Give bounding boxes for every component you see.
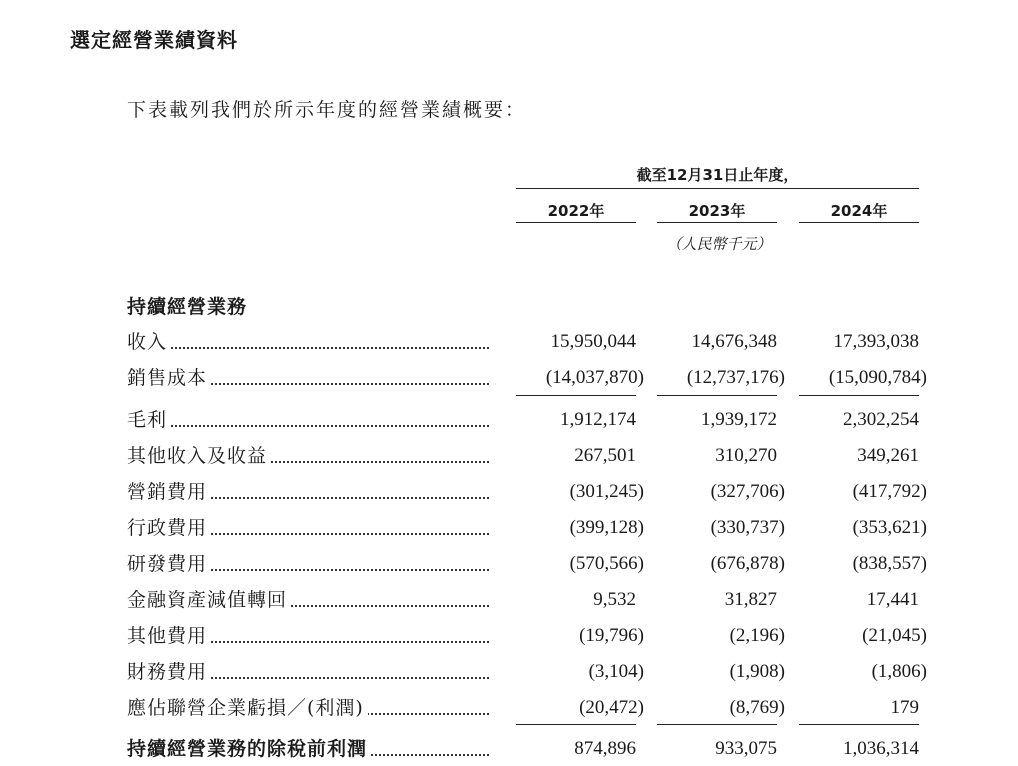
row-label: 其他收入及收益 <box>127 442 489 470</box>
row-label: 持續經營業務的除稅前利潤 <box>127 735 489 763</box>
period-rule <box>516 188 919 189</box>
table-row-total <box>0 735 1018 765</box>
value-2023: (8,769) <box>729 697 785 718</box>
value-2024: 349,261 <box>857 445 919 466</box>
value-2023: 1,939,172 <box>701 409 777 430</box>
row-label: 應佔聯營企業虧損／(利潤) <box>127 694 489 722</box>
value-2023: 310,270 <box>715 445 777 466</box>
row-label: 行政費用 <box>127 514 489 542</box>
value-2023: (2,196) <box>729 625 785 646</box>
table-row <box>0 622 1018 652</box>
total-rule-2024 <box>799 724 919 725</box>
table-row <box>0 328 1018 358</box>
subtotal-rule-2022 <box>516 395 636 396</box>
table-row <box>0 514 1018 544</box>
year-rule-2023 <box>657 222 777 223</box>
table-row <box>0 586 1018 616</box>
row-label: 銷售成本 <box>127 364 489 392</box>
value-2024: (15,090,784) <box>828 367 927 388</box>
table-row <box>0 478 1018 508</box>
section-heading: 選定經營業績資料 <box>70 28 238 52</box>
value-2023: (12,737,176) <box>686 367 785 388</box>
value-2023: (330,737) <box>710 517 785 538</box>
value-2023: 31,827 <box>724 589 777 610</box>
value-2024: 1,036,314 <box>843 738 919 759</box>
value-2022: 874,896 <box>574 738 636 759</box>
value-2022: (3,104) <box>588 661 644 682</box>
year-header-2023: 2023年 <box>688 202 746 220</box>
value-2022: 267,501 <box>574 445 636 466</box>
row-label: 營銷費用 <box>127 478 489 506</box>
value-2022: 1,912,174 <box>560 409 636 430</box>
intro-paragraph: 下表載列我們於所示年度的經營業績概要： <box>127 99 527 121</box>
value-2024: (838,557) <box>852 553 927 574</box>
section-title: 持續經營業務 <box>127 296 248 318</box>
row-label: 研發費用 <box>127 550 489 578</box>
value-2022: 15,950,044 <box>550 331 636 352</box>
value-2022: (301,245) <box>569 481 644 502</box>
subtotal-rule-2024 <box>799 395 919 396</box>
value-2023: 933,075 <box>715 738 777 759</box>
table-row <box>0 442 1018 472</box>
table-row <box>0 658 1018 688</box>
value-2022: (19,796) <box>579 625 644 646</box>
total-rule-2023 <box>657 724 777 725</box>
value-2023: (676,878) <box>710 553 785 574</box>
year-rule-2024 <box>799 222 919 223</box>
table-row <box>0 364 1018 394</box>
table-row <box>0 550 1018 580</box>
row-label: 收入 <box>127 328 489 356</box>
value-2023: 14,676,348 <box>691 331 777 352</box>
value-2024: (21,045) <box>862 625 927 646</box>
row-label: 其他費用 <box>127 622 489 650</box>
value-2022: (14,037,870) <box>545 367 644 388</box>
value-2023: (1,908) <box>729 661 785 682</box>
year-rule-2022 <box>516 222 636 223</box>
value-2024: (417,792) <box>852 481 927 502</box>
year-header-2024: 2024年 <box>830 202 888 220</box>
value-2022: (399,128) <box>569 517 644 538</box>
value-2023: (327,706) <box>710 481 785 502</box>
table-row <box>0 694 1018 724</box>
subtotal-rule-2023 <box>657 395 777 396</box>
value-2024: 179 <box>890 697 919 718</box>
table-row <box>0 406 1018 436</box>
row-label: 金融資產減值轉回 <box>127 586 489 614</box>
value-2022: (570,566) <box>569 553 644 574</box>
value-2024: (353,621) <box>852 517 927 538</box>
row-label: 財務費用 <box>127 658 489 686</box>
period-caption: 截至12月31日止年度， <box>636 166 799 184</box>
year-header-2022: 2022年 <box>547 202 605 220</box>
value-2022: 9,532 <box>593 589 636 610</box>
value-2024: 17,441 <box>866 589 919 610</box>
total-rule-2022 <box>516 724 636 725</box>
unit-label: （人民幣千元） <box>666 235 772 253</box>
value-2024: (1,806) <box>871 661 927 682</box>
row-label: 毛利 <box>127 406 489 434</box>
value-2024: 2,302,254 <box>843 409 919 430</box>
value-2022: (20,472) <box>579 697 644 718</box>
value-2024: 17,393,038 <box>833 331 919 352</box>
